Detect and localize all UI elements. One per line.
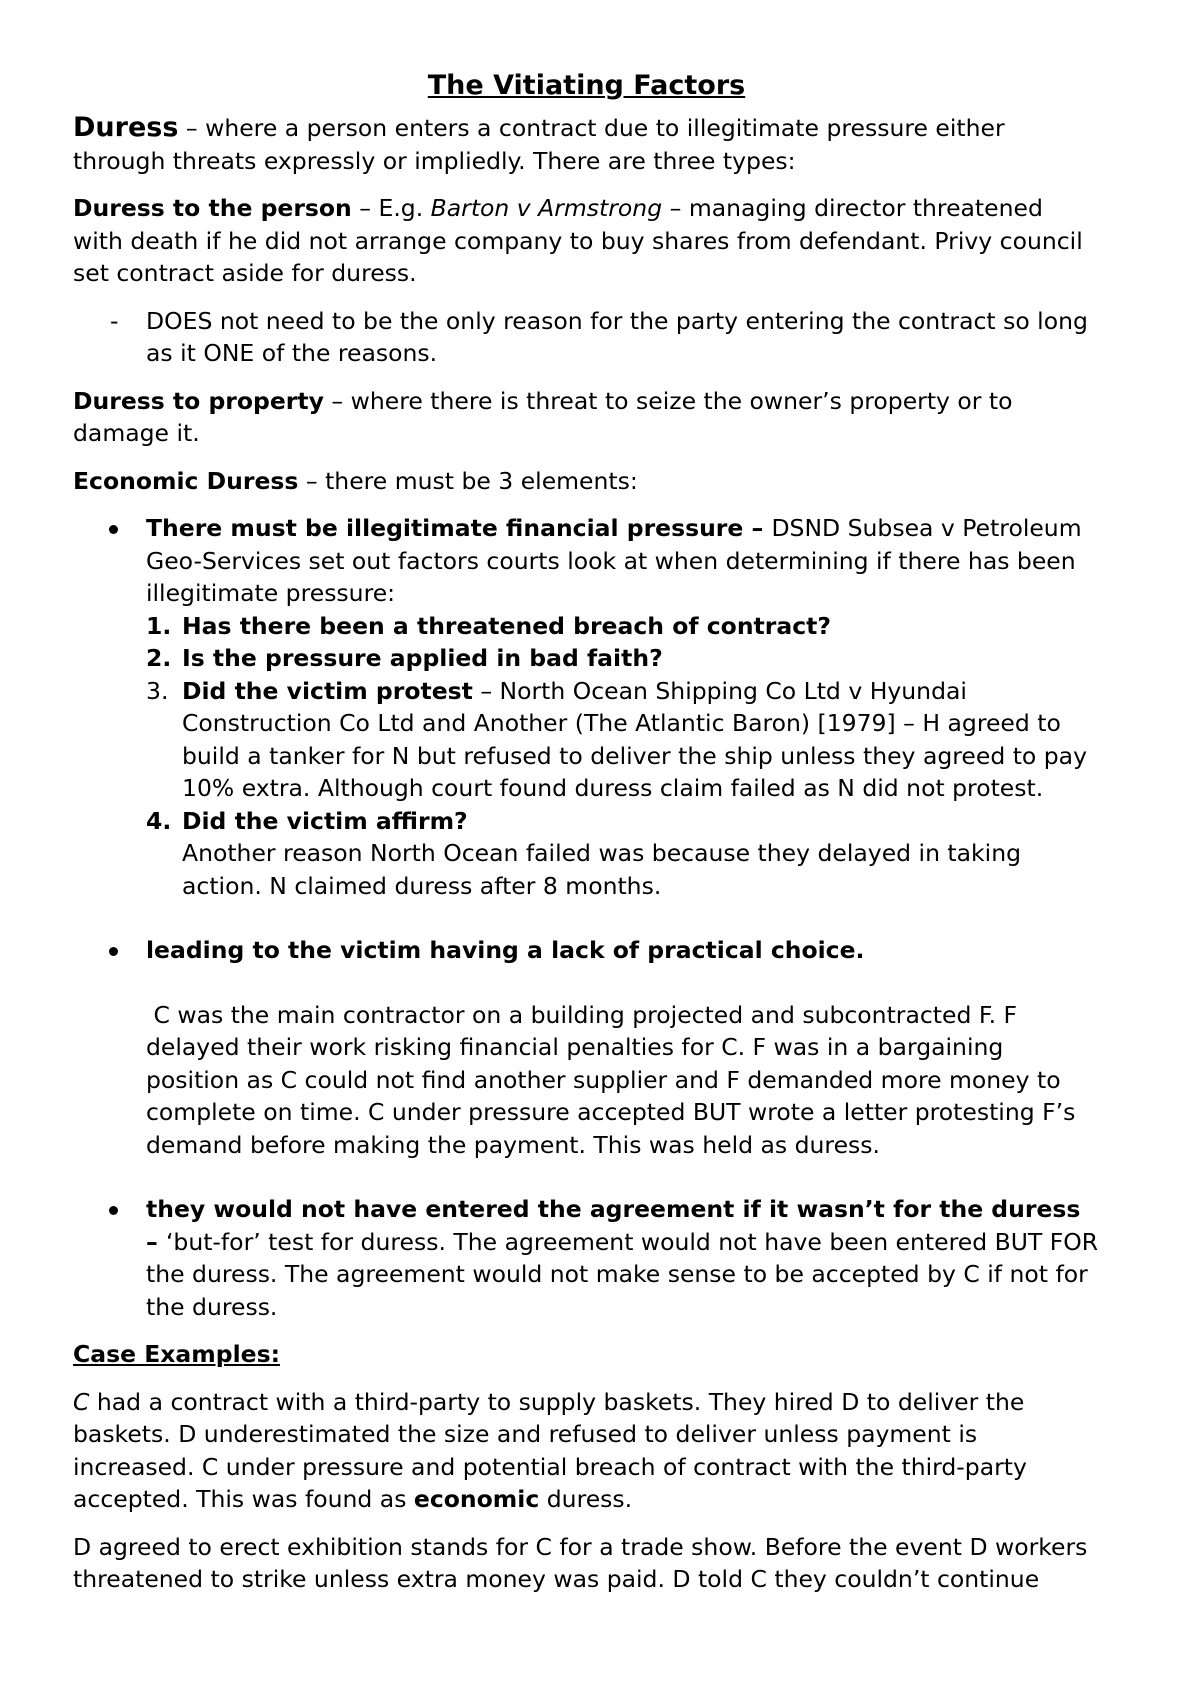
duress-to-person-sep: – E.g. — [351, 194, 431, 222]
dash-item — [73, 305, 1100, 370]
bullet-dot-icon — [109, 525, 118, 534]
dash-item-text: DOES not need to be the only reason for the party entering the contract so long as it ONE of the reasons. — [146, 306, 1088, 367]
economic-duress-term: Economic Duress — [73, 466, 299, 495]
case-1-bold: economic — [413, 1485, 540, 1513]
case-examples-heading: Case Examples: — [73, 1340, 280, 1368]
element-but-for — [73, 1193, 1100, 1323]
dash-marker: - — [110, 306, 119, 335]
duress-to-property-term: Duress to property — [73, 386, 324, 415]
factor-number: 4. — [146, 806, 172, 835]
element-1-bold: There must be illegitimate financial pressure – — [146, 514, 772, 542]
factor-text: Another reason North Ocean failed was because they delayed in taking action. N claimed duress after 8 months. — [182, 839, 1022, 900]
element-lack-of-choice — [73, 934, 1100, 1161]
factor-heading: Is the pressure applied in bad faith? — [182, 644, 663, 672]
duress-to-property — [73, 385, 1100, 450]
element-3-lead — [146, 1193, 1100, 1323]
page-title: The Vitiating Factors — [427, 70, 746, 101]
economic-duress — [73, 465, 1100, 498]
factor-heading: Did the victim protest — [182, 676, 473, 705]
duress-to-property-text: – where there is threat to seize the owner’s property or to damage it. — [73, 386, 1013, 447]
element-illegitimate-pressure — [73, 512, 1100, 902]
factor-text: – North Ocean Shipping Co Ltd v Hyundai Construction Co Ltd and Another (The Atlantic Baron) [1979] – H agreed to build a tanker for N but refused to deliver the ship unless they agreed to pay 10% extra. Although court found duress claim failed as N did not protest. — [182, 676, 1087, 802]
element-2-lead — [146, 934, 1100, 967]
bullet-dot-icon — [109, 1206, 118, 1215]
duress-definition — [73, 112, 1100, 177]
factor-item — [146, 642, 1100, 675]
element-2-example: C was the main contractor on a building projected and subcontracted F. F delayed their work risking financial penalties for C. F was in a bargaining position as C could not find another supplier and F demanded more money to complete on time. C under pressure accepted BUT wrote a letter protesting F’s demand before making the payment. This was held as duress. — [146, 1000, 1083, 1159]
duress-term: Duress — [73, 112, 179, 143]
element-1-text: DSND Subsea v Petroleum Geo-Services set out factors courts look at when determining if there has been illegitimate pressure: — [146, 514, 1082, 607]
factor-item — [146, 610, 1100, 643]
duress-to-person — [73, 192, 1100, 290]
factor-item — [146, 675, 1100, 805]
factors-list — [146, 610, 1100, 903]
case-example-exhibition: D agreed to erect exhibition stands for C for a trade show. Before the event D workers threatened to strike unless extra money was paid. D told C they couldn’t continue — [73, 1532, 1088, 1593]
element-3-text: ‘but-for’ test for duress. The agreement would not have been entered BUT FOR the duress. The agreement would not make sense to be accepted by C if not for the duress. — [146, 1227, 1099, 1321]
duress-to-person-term: Duress to the person — [73, 194, 352, 222]
element-1-lead — [146, 512, 1100, 610]
dash-list — [73, 305, 1100, 370]
element-3-bold: they would not have entered the agreement if it wasn’t for the duress – — [146, 1195, 1081, 1256]
element-2-bold: leading to the victim having a lack of practical choice. — [146, 936, 865, 964]
factor-heading: Did the victim affirm? — [182, 806, 468, 835]
case-example-baskets — [73, 1386, 1100, 1516]
economic-duress-text: – there must be 3 elements: — [298, 466, 638, 495]
factor-number: 1. — [146, 611, 172, 640]
duress-to-person-text: – managing director threatened with death if he did not arrange company to buy shares from defendant. Privy council set contract aside for duress. — [73, 194, 1083, 287]
factor-number: 3. — [146, 676, 169, 705]
case-1-text-2: duress. — [539, 1485, 633, 1513]
bullet-dot-icon — [109, 947, 118, 956]
duress-definition-text: – where a person enters a contract due to illegitimate pressure either through threats expressly or impliedly. There are three types: — [73, 114, 1005, 175]
elements-list — [73, 512, 1100, 1323]
case-name-barton: Barton v Armstrong — [430, 194, 663, 222]
factor-item — [146, 805, 1100, 903]
factor-heading: Has there been a threatened breach of contract? — [182, 611, 832, 640]
factor-number: 2. — [146, 644, 172, 672]
case-1-text-1: had a contract with a third-party to supply baskets. They hired D to deliver the baskets. D underestimated the size and refused to deliver unless payment is increased. C under pressure and potential breach of contract with the third-party accepted. This was found as — [73, 1387, 1027, 1513]
case-1-lead: C — [73, 1387, 90, 1416]
